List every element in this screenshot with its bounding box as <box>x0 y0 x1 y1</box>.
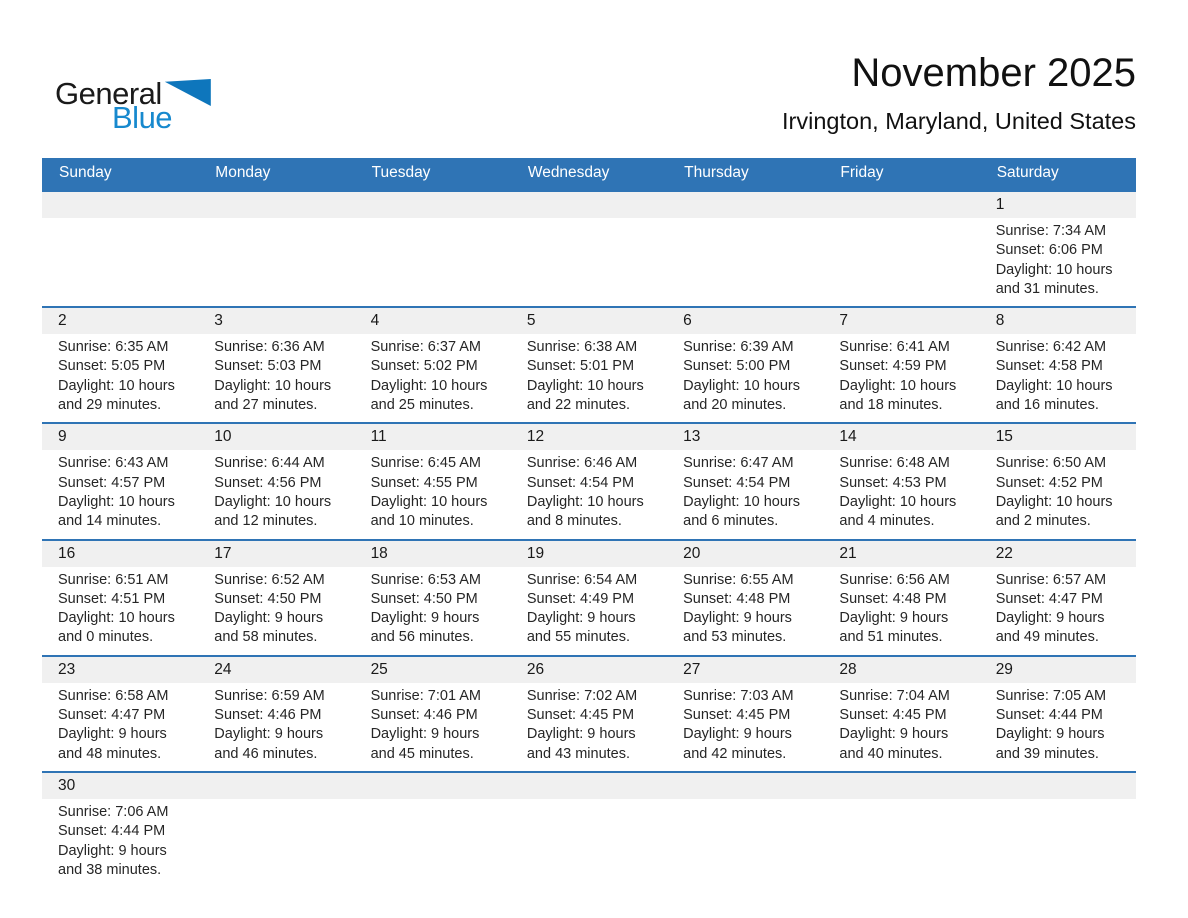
day-cell <box>198 656 354 772</box>
daylight-text-line2: and 27 minutes. <box>214 397 318 414</box>
day-cell <box>980 540 1136 656</box>
sunrise-text: Sunrise: 6:36 AM <box>214 339 325 356</box>
day-cell <box>355 307 511 423</box>
day-info <box>980 567 1136 655</box>
daylight-text-line1: Daylight: 10 hours <box>58 610 175 627</box>
day-number-band <box>980 773 1136 799</box>
day-number-band <box>511 192 667 218</box>
day-cell <box>198 307 354 423</box>
daylight-text-line2: and 4 minutes. <box>839 513 935 530</box>
day-info <box>667 450 823 538</box>
sunset-text: Sunset: 4:46 PM <box>214 707 322 724</box>
daylight-text-line2: and 8 minutes. <box>526 513 622 530</box>
day-number: 20 <box>683 544 701 562</box>
day-info <box>823 450 979 538</box>
day-cell <box>42 656 198 772</box>
day-cell <box>823 656 979 772</box>
day-number-band <box>42 657 198 683</box>
daylight-text-line1: Daylight: 9 hours <box>839 610 949 627</box>
day-info <box>42 799 198 887</box>
day-number: 5 <box>526 312 536 330</box>
day-number-band <box>823 773 979 799</box>
day-cell <box>511 656 667 772</box>
daylight-text-line1: Daylight: 10 hours <box>214 377 332 394</box>
general-blue-logo <box>55 78 211 133</box>
day-info <box>355 450 511 538</box>
empty-day-cell <box>667 191 823 307</box>
day-number-band <box>511 308 667 334</box>
day-cell <box>980 656 1136 772</box>
day-info <box>42 567 198 655</box>
sunset-text: Sunset: 4:47 PM <box>995 590 1103 607</box>
day-info <box>198 218 354 299</box>
day-info <box>42 450 198 538</box>
sunrise-text: Sunrise: 7:06 AM <box>58 803 169 820</box>
daylight-text-line1: Daylight: 9 hours <box>370 610 480 627</box>
week-row <box>42 191 1136 307</box>
daylight-text-line1: Daylight: 10 hours <box>995 493 1113 510</box>
day-info <box>980 218 1136 306</box>
sunrise-text: Sunrise: 7:02 AM <box>526 687 638 704</box>
daylight-text-line2: and 58 minutes. <box>214 629 318 646</box>
sunset-text: Sunset: 4:59 PM <box>839 358 947 375</box>
day-number: 24 <box>214 660 232 678</box>
day-number-band <box>198 541 354 567</box>
daylight-text-line2: and 0 minutes. <box>58 629 154 646</box>
day-number-band <box>980 308 1136 334</box>
sunrise-text: Sunrise: 6:45 AM <box>370 455 481 472</box>
page-header <box>0 0 1188 158</box>
weekday-header-sunday: Sunday <box>42 158 198 191</box>
daylight-text-line2: and 39 minutes. <box>995 745 1099 762</box>
day-cell <box>355 423 511 539</box>
sunset-text: Sunset: 4:44 PM <box>995 707 1103 724</box>
day-cell <box>980 423 1136 539</box>
daylight-text-line1: Daylight: 10 hours <box>995 261 1113 278</box>
week-row <box>42 423 1136 539</box>
daylight-text-line2: and 20 minutes. <box>683 397 787 414</box>
empty-day-cell <box>355 772 511 887</box>
daylight-text-line1: Daylight: 9 hours <box>214 726 324 743</box>
daylight-text-line1: Daylight: 10 hours <box>214 493 332 510</box>
day-info <box>511 450 667 538</box>
daylight-text-line1: Daylight: 9 hours <box>526 726 636 743</box>
sunset-text: Sunset: 5:00 PM <box>683 358 791 375</box>
daylight-text-line1: Daylight: 9 hours <box>683 610 792 627</box>
day-number-band <box>980 657 1136 683</box>
day-number: 1 <box>995 196 1005 213</box>
sunrise-text: Sunrise: 6:37 AM <box>370 339 481 356</box>
day-number-band <box>667 773 823 799</box>
logo-text-general: General <box>55 76 162 111</box>
weekday-header-thursday: Thursday <box>667 158 823 191</box>
sunrise-text: Sunrise: 6:57 AM <box>995 571 1107 588</box>
day-info <box>667 218 823 299</box>
day-info <box>823 567 979 655</box>
sunrise-text: Sunrise: 6:48 AM <box>839 455 950 472</box>
sunrise-text: Sunrise: 6:39 AM <box>683 339 794 356</box>
daylight-text-line1: Daylight: 9 hours <box>58 842 167 859</box>
daylight-text-line2: and 46 minutes. <box>214 745 318 762</box>
day-number-band <box>980 192 1136 218</box>
day-number-band <box>823 657 979 683</box>
sunrise-text: Sunrise: 6:54 AM <box>526 571 638 588</box>
daylight-text-line2: and 12 minutes. <box>214 513 318 530</box>
daylight-text-line2: and 48 minutes. <box>58 745 162 762</box>
daylight-text-line2: and 31 minutes. <box>995 280 1099 297</box>
day-info <box>667 567 823 655</box>
day-number-band <box>823 541 979 567</box>
day-number: 2 <box>58 312 67 330</box>
empty-day-cell <box>198 772 354 887</box>
sunset-text: Sunset: 4:56 PM <box>214 474 322 491</box>
day-number-band <box>511 424 667 450</box>
month-title: November 2025 <box>851 51 1136 95</box>
day-cell <box>42 772 198 887</box>
week-row <box>42 540 1136 656</box>
title-block <box>782 52 1136 135</box>
sunrise-text: Sunrise: 6:55 AM <box>683 571 794 588</box>
day-number-band <box>355 657 511 683</box>
weekday-header-monday: Monday <box>198 158 354 191</box>
sunrise-text: Sunrise: 6:59 AM <box>214 687 325 704</box>
daylight-text-line1: Daylight: 9 hours <box>58 726 167 743</box>
day-info <box>980 799 1136 880</box>
daylight-text-line1: Daylight: 9 hours <box>839 726 949 743</box>
day-info <box>355 567 511 655</box>
daylight-text-line2: and 22 minutes. <box>526 397 631 414</box>
day-info <box>42 683 198 771</box>
sunset-text: Sunset: 4:45 PM <box>839 707 947 724</box>
day-cell <box>198 423 354 539</box>
daylight-text-line2: and 43 minutes. <box>526 745 631 762</box>
daylight-text-line2: and 40 minutes. <box>839 745 943 762</box>
day-number: 23 <box>58 660 76 678</box>
sunset-text: Sunset: 4:54 PM <box>526 474 635 491</box>
day-number-band <box>667 308 823 334</box>
empty-day-cell <box>355 191 511 307</box>
day-info <box>823 683 979 771</box>
day-number-band <box>980 541 1136 567</box>
day-cell <box>667 307 823 423</box>
day-cell <box>511 423 667 539</box>
sunrise-text: Sunrise: 7:34 AM <box>995 223 1107 239</box>
day-cell <box>823 423 979 539</box>
week-row <box>42 656 1136 772</box>
daylight-text-line2: and 18 minutes. <box>839 397 943 414</box>
day-cell <box>667 656 823 772</box>
day-number-band <box>355 308 511 334</box>
daylight-text-line1: Daylight: 10 hours <box>995 377 1113 394</box>
day-cell <box>355 656 511 772</box>
week-row <box>42 772 1136 887</box>
day-cell <box>980 307 1136 423</box>
day-number: 6 <box>683 312 692 330</box>
sunset-text: Sunset: 5:03 PM <box>214 358 322 375</box>
day-info <box>511 683 667 771</box>
weekday-header-tuesday: Tuesday <box>355 158 511 191</box>
sunset-text: Sunset: 4:50 PM <box>214 590 322 607</box>
sunset-text: Sunset: 4:57 PM <box>58 474 166 491</box>
calendar-table <box>42 158 1136 887</box>
daylight-text-line2: and 55 minutes. <box>526 629 631 646</box>
day-number: 17 <box>214 544 232 562</box>
day-info <box>198 567 354 655</box>
sunrise-text: Sunrise: 7:03 AM <box>683 687 794 704</box>
day-number: 21 <box>839 544 857 562</box>
day-info <box>667 799 823 880</box>
sunset-text: Sunset: 4:45 PM <box>526 707 635 724</box>
empty-day-cell <box>667 772 823 887</box>
day-number-band <box>198 773 354 799</box>
sunrise-text: Sunrise: 6:38 AM <box>526 339 638 356</box>
day-number-band <box>823 308 979 334</box>
daylight-text-line1: Daylight: 10 hours <box>58 377 175 394</box>
day-number: 28 <box>839 660 857 678</box>
sunset-text: Sunset: 5:02 PM <box>370 358 478 375</box>
logo-text-blue: Blue <box>112 100 173 135</box>
sunset-text: Sunset: 5:05 PM <box>58 358 166 375</box>
day-number: 19 <box>526 544 545 562</box>
sunset-text: Sunset: 4:50 PM <box>370 590 478 607</box>
sunset-text: Sunset: 4:51 PM <box>58 590 166 607</box>
sunrise-text: Sunrise: 6:51 AM <box>58 571 169 588</box>
calendar-body <box>42 191 1136 887</box>
sunset-text: Sunset: 5:01 PM <box>526 358 635 375</box>
day-number: 8 <box>995 312 1005 330</box>
day-number-band <box>511 657 667 683</box>
daylight-text-line2: and 42 minutes. <box>683 745 787 762</box>
daylight-text-line2: and 53 minutes. <box>683 629 787 646</box>
day-info <box>355 799 511 880</box>
day-info <box>511 334 667 422</box>
day-info <box>198 450 354 538</box>
day-info <box>823 334 979 422</box>
day-info <box>42 218 198 299</box>
sunrise-text: Sunrise: 7:04 AM <box>839 687 950 704</box>
day-number: 25 <box>370 660 388 678</box>
sunrise-text: Sunrise: 7:05 AM <box>995 687 1107 704</box>
day-number-band <box>355 424 511 450</box>
sunset-text: Sunset: 4:47 PM <box>58 707 166 724</box>
daylight-text-line1: Daylight: 10 hours <box>683 377 800 394</box>
daylight-text-line1: Daylight: 9 hours <box>995 726 1105 743</box>
daylight-text-line2: and 6 minutes. <box>683 513 779 530</box>
daylight-text-line2: and 45 minutes. <box>370 745 474 762</box>
day-number: 13 <box>683 428 701 446</box>
day-cell <box>42 423 198 539</box>
sunrise-text: Sunrise: 6:52 AM <box>214 571 325 588</box>
daylight-text-line1: Daylight: 9 hours <box>526 610 636 627</box>
sunrise-text: Sunrise: 6:58 AM <box>58 687 169 704</box>
day-number-band <box>355 773 511 799</box>
day-number: 18 <box>370 544 388 562</box>
day-info <box>980 683 1136 771</box>
day-cell <box>667 540 823 656</box>
day-info <box>823 799 979 880</box>
day-info <box>198 799 354 880</box>
daylight-text-line1: Daylight: 9 hours <box>683 726 792 743</box>
daylight-text-line1: Daylight: 10 hours <box>370 377 488 394</box>
day-info <box>355 334 511 422</box>
daylight-text-line2: and 25 minutes. <box>370 397 474 414</box>
day-number: 3 <box>214 312 223 330</box>
day-info <box>198 334 354 422</box>
sunset-text: Sunset: 4:46 PM <box>370 707 478 724</box>
empty-day-cell <box>198 191 354 307</box>
daylight-text-line2: and 2 minutes. <box>995 513 1091 530</box>
day-number-band <box>667 657 823 683</box>
sunset-text: Sunset: 4:48 PM <box>683 590 791 607</box>
day-number-band <box>42 773 198 799</box>
day-info <box>667 683 823 771</box>
sunset-text: Sunset: 4:58 PM <box>995 358 1103 375</box>
day-number: 7 <box>839 312 849 330</box>
sunset-text: Sunset: 4:44 PM <box>58 823 166 840</box>
day-number: 29 <box>995 660 1013 678</box>
empty-day-cell <box>511 772 667 887</box>
day-number-band <box>42 308 198 334</box>
day-number: 26 <box>526 660 545 678</box>
daylight-text-line2: and 49 minutes. <box>995 629 1099 646</box>
daylight-text-line1: Daylight: 9 hours <box>995 610 1105 627</box>
day-number-band <box>355 541 511 567</box>
day-cell <box>42 307 198 423</box>
daylight-text-line2: and 56 minutes. <box>370 629 474 646</box>
day-number-band <box>823 424 979 450</box>
daylight-text-line1: Daylight: 9 hours <box>214 610 324 627</box>
day-number: 14 <box>839 428 857 446</box>
sunset-text: Sunset: 4:54 PM <box>683 474 791 491</box>
sunset-text: Sunset: 4:55 PM <box>370 474 478 491</box>
day-info <box>511 218 667 299</box>
day-cell <box>511 307 667 423</box>
day-number-band <box>511 541 667 567</box>
daylight-text-line1: Daylight: 10 hours <box>58 493 175 510</box>
location-subtitle: Irvington, Maryland, United States <box>782 108 1136 134</box>
sunrise-text: Sunrise: 6:43 AM <box>58 455 169 472</box>
day-cell <box>980 191 1136 307</box>
day-info <box>42 334 198 422</box>
week-row <box>42 307 1136 423</box>
day-number-band <box>667 424 823 450</box>
day-cell <box>198 540 354 656</box>
sunrise-text: Sunrise: 6:47 AM <box>683 455 794 472</box>
day-number: 11 <box>370 428 387 446</box>
daylight-text-line2: and 29 minutes. <box>58 397 162 414</box>
day-number: 27 <box>683 660 701 678</box>
sunrise-text: Sunrise: 6:44 AM <box>214 455 325 472</box>
day-info <box>980 334 1136 422</box>
day-number-band <box>823 192 979 218</box>
empty-day-cell <box>823 191 979 307</box>
day-number: 9 <box>58 428 67 446</box>
day-number-band <box>980 424 1136 450</box>
sunrise-text: Sunrise: 6:53 AM <box>370 571 481 588</box>
day-info <box>823 218 979 299</box>
daylight-text-line2: and 14 minutes. <box>58 513 162 530</box>
daylight-text-line2: and 38 minutes. <box>58 861 162 878</box>
sunrise-text: Sunrise: 6:46 AM <box>526 455 638 472</box>
daylight-text-line2: and 10 minutes. <box>370 513 474 530</box>
day-info <box>980 450 1136 538</box>
day-number: 10 <box>214 428 232 446</box>
day-number: 4 <box>370 312 380 330</box>
weekday-header-row <box>42 158 1136 191</box>
empty-day-cell <box>980 772 1136 887</box>
sunset-text: Sunset: 4:53 PM <box>839 474 947 491</box>
sunrise-text: Sunrise: 6:50 AM <box>995 455 1107 472</box>
day-number-band <box>667 541 823 567</box>
day-info <box>355 218 511 299</box>
sunset-text: Sunset: 6:06 PM <box>995 242 1103 259</box>
sunset-text: Sunset: 4:49 PM <box>526 590 635 607</box>
day-info <box>667 334 823 422</box>
daylight-text-line1: Daylight: 10 hours <box>526 377 644 394</box>
sunrise-text: Sunrise: 6:35 AM <box>58 339 169 356</box>
day-number-band <box>198 657 354 683</box>
sunrise-text: Sunrise: 6:42 AM <box>995 339 1107 356</box>
daylight-text-line1: Daylight: 10 hours <box>683 493 800 510</box>
daylight-text-line2: and 16 minutes. <box>995 397 1099 414</box>
day-number-band <box>198 308 354 334</box>
empty-day-cell <box>511 191 667 307</box>
daylight-text-line1: Daylight: 10 hours <box>839 377 957 394</box>
day-cell <box>355 540 511 656</box>
day-number: 12 <box>526 428 545 446</box>
day-info <box>511 567 667 655</box>
day-info <box>511 799 667 880</box>
sunrise-text: Sunrise: 7:01 AM <box>370 687 481 704</box>
day-cell <box>511 540 667 656</box>
day-info <box>355 683 511 771</box>
sunset-text: Sunset: 4:52 PM <box>995 474 1103 491</box>
sunset-text: Sunset: 4:48 PM <box>839 590 947 607</box>
daylight-text-line1: Daylight: 10 hours <box>839 493 957 510</box>
day-number-band <box>355 192 511 218</box>
daylight-text-line1: Daylight: 9 hours <box>370 726 480 743</box>
weekday-header-saturday: Saturday <box>980 158 1136 191</box>
day-number-band <box>42 541 198 567</box>
daylight-text-line2: and 51 minutes. <box>839 629 943 646</box>
day-number-band <box>667 192 823 218</box>
day-cell <box>823 307 979 423</box>
sunrise-text: Sunrise: 6:56 AM <box>839 571 950 588</box>
day-info <box>198 683 354 771</box>
daylight-text-line1: Daylight: 10 hours <box>526 493 644 510</box>
day-cell <box>667 423 823 539</box>
day-number-band <box>42 192 198 218</box>
weekday-header-friday: Friday <box>823 158 979 191</box>
day-number: 22 <box>995 544 1013 562</box>
day-number-band <box>511 773 667 799</box>
weekday-header-wednesday: Wednesday <box>511 158 667 191</box>
day-number-band <box>198 192 354 218</box>
day-number: 15 <box>995 428 1013 446</box>
day-cell <box>823 540 979 656</box>
empty-day-cell <box>42 191 198 307</box>
daylight-text-line1: Daylight: 10 hours <box>370 493 488 510</box>
sunrise-text: Sunrise: 6:41 AM <box>839 339 950 356</box>
sunset-text: Sunset: 4:45 PM <box>683 707 791 724</box>
day-number-band <box>42 424 198 450</box>
day-cell <box>42 540 198 656</box>
day-number-band <box>198 424 354 450</box>
day-number: 30 <box>58 776 76 794</box>
day-number: 16 <box>58 544 76 562</box>
empty-day-cell <box>823 772 979 887</box>
